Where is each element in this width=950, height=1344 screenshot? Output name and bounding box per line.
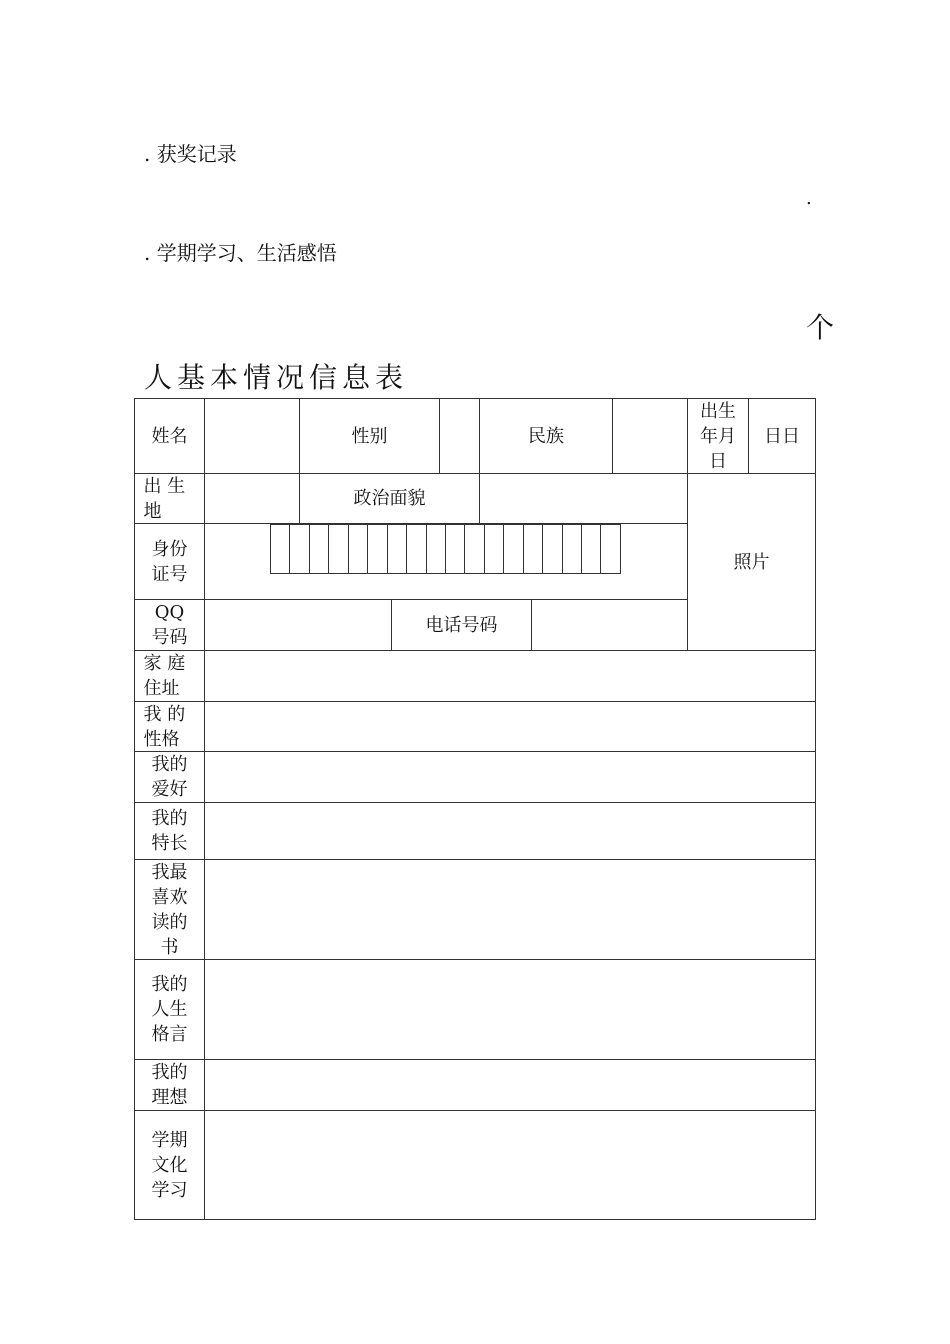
motto-field[interactable] <box>204 959 816 1060</box>
label-cell-id-number <box>134 523 205 600</box>
birth-date-field[interactable] <box>748 398 816 474</box>
phone-label: 电话号码 <box>425 614 498 636</box>
address-field[interactable] <box>204 650 816 702</box>
birthplace-label: 出 生地 <box>143 475 186 522</box>
section-reflection-heading: . 学期学习、生活感悟 <box>144 241 337 265</box>
qq-label: QQ号码 <box>151 602 188 648</box>
study-field[interactable] <box>204 1110 816 1220</box>
id-digit-box[interactable] <box>270 524 289 574</box>
label-cell-name <box>134 398 205 474</box>
id-digit-box[interactable] <box>348 524 367 574</box>
id-digit-box[interactable] <box>328 524 347 574</box>
id-digit-box[interactable] <box>309 524 328 574</box>
info-table <box>134 398 816 1220</box>
label-cell-qq <box>134 599 205 651</box>
ethnicity-label: 民族 <box>528 425 564 447</box>
label-cell-birth-date <box>687 398 749 474</box>
label-cell-hobbies <box>134 751 205 803</box>
motto-label: 我的人生格言 <box>151 974 188 1045</box>
label-cell-strengths <box>134 802 205 860</box>
id-number-label: 身份证号 <box>151 538 188 585</box>
political-status-label: 政治面貌 <box>353 488 426 509</box>
form-title-part2: 人基本情况信息表 <box>144 361 409 394</box>
id-digit-box[interactable] <box>406 524 425 574</box>
id-digit-box[interactable] <box>523 524 542 574</box>
label-cell-personality <box>134 701 205 752</box>
id-digit-box[interactable] <box>387 524 406 574</box>
strengths-field[interactable] <box>204 802 816 860</box>
gender-field[interactable] <box>439 398 480 474</box>
phone-field[interactable] <box>531 599 688 651</box>
id-digit-box[interactable] <box>600 524 620 574</box>
id-digit-box[interactable] <box>581 524 600 574</box>
section-awards-heading: . 获奖记录 <box>144 142 237 166</box>
label-cell-birthplace <box>134 473 205 524</box>
id-digit-boxes[interactable] <box>270 524 621 574</box>
label-cell-phone <box>391 599 532 651</box>
personality-field[interactable] <box>204 701 816 752</box>
qq-field[interactable] <box>204 599 392 651</box>
id-digit-box[interactable] <box>503 524 522 574</box>
name-label: 姓名 <box>151 425 188 447</box>
ethnicity-field[interactable] <box>612 398 688 474</box>
ideals-label: 我的理想 <box>151 1062 188 1108</box>
name-field[interactable] <box>204 398 300 474</box>
study-label: 学期文化学习 <box>151 1129 188 1201</box>
hobbies-field[interactable] <box>204 751 816 803</box>
strengths-label: 我的特长 <box>151 808 188 854</box>
label-cell-ethnicity <box>479 398 613 474</box>
photo-label: 照片 <box>733 551 770 573</box>
id-digit-box[interactable] <box>542 524 561 574</box>
political-status-field[interactable] <box>479 473 688 524</box>
photo-cell[interactable] <box>687 473 816 651</box>
form-title-part1: 个 <box>806 311 840 344</box>
id-digit-box[interactable] <box>562 524 581 574</box>
address-label: 家 庭住址 <box>143 653 186 699</box>
favorite-books-label: 我最喜欢读的书 <box>151 861 188 958</box>
id-digit-box[interactable] <box>426 524 445 574</box>
ideals-field[interactable] <box>204 1059 816 1111</box>
label-cell-address <box>134 650 205 702</box>
label-cell-favorite-books <box>134 859 205 960</box>
label-cell-motto <box>134 959 205 1060</box>
favorite-books-field[interactable] <box>204 859 816 960</box>
id-digit-box[interactable] <box>367 524 386 574</box>
label-cell-political-status <box>299 473 480 524</box>
hobbies-label: 我的爱好 <box>151 754 188 800</box>
label-cell-study <box>134 1110 205 1220</box>
label-cell-gender <box>299 398 440 474</box>
personality-label: 我 的性格 <box>143 703 186 750</box>
id-digit-box[interactable] <box>445 524 464 574</box>
birthplace-field[interactable] <box>204 473 300 524</box>
id-digit-box[interactable] <box>289 524 308 574</box>
id-digit-box[interactable] <box>464 524 483 574</box>
id-digit-box[interactable] <box>484 524 503 574</box>
birth-date-suffix: 日日 <box>764 425 800 447</box>
label-cell-ideals <box>134 1059 205 1111</box>
gender-label: 性别 <box>351 425 388 447</box>
birth-date-label: 出生年月日 <box>700 400 736 472</box>
stray-dot: . <box>806 188 812 209</box>
